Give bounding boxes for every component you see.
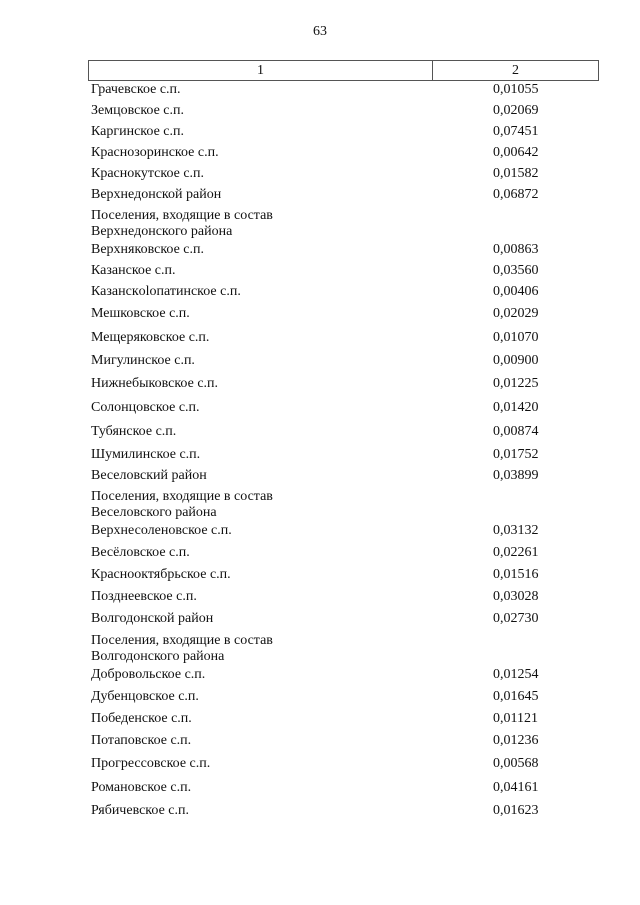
row-name: Нижнебыковское с.п. xyxy=(91,376,219,391)
table-header xyxy=(88,60,599,81)
column-header-2: 2 xyxy=(512,62,519,78)
row-value: 0,01420 xyxy=(493,400,539,415)
row-name: Каргинское с.п. xyxy=(91,124,184,139)
table-row xyxy=(0,689,640,711)
table-row xyxy=(0,780,640,803)
table-row xyxy=(0,166,640,187)
table-row xyxy=(0,589,640,611)
row-name: Поселения, входящие в состав Веселовского района xyxy=(91,489,273,520)
row-value: 0,01645 xyxy=(493,689,539,704)
table-row xyxy=(0,567,640,589)
row-value: 0,03028 xyxy=(493,589,539,604)
row-value: 0,01623 xyxy=(493,803,539,818)
row-value: 0,02069 xyxy=(493,103,539,118)
row-value: 0,01582 xyxy=(493,166,539,181)
row-value: 0,03132 xyxy=(493,523,539,538)
table-body xyxy=(0,82,640,825)
row-name: Мещеряковское с.п. xyxy=(91,330,210,345)
row-name: Шумилинское с.п. xyxy=(91,447,201,462)
table-row xyxy=(0,284,640,306)
row-name: Мешковское с.п. xyxy=(91,306,190,321)
table-row xyxy=(0,330,640,353)
row-name: Романовское с.п. xyxy=(91,780,192,795)
table-row xyxy=(0,353,640,376)
row-name: Земцовское с.п. xyxy=(91,103,185,118)
page-number: 63 xyxy=(313,24,327,39)
table-row xyxy=(0,611,640,633)
row-value: 0,02261 xyxy=(493,545,539,560)
row-name: Казанскolопатинское с.п. xyxy=(91,284,241,299)
row-name: Поселения, входящие в состав Волгодонского района xyxy=(91,633,273,664)
row-name: Верхняковское с.п. xyxy=(91,242,204,257)
table-row xyxy=(0,376,640,400)
row-value: 0,01752 xyxy=(493,447,539,462)
table-row xyxy=(0,424,640,447)
row-value: 0,01055 xyxy=(493,82,539,97)
row-value: 0,02029 xyxy=(493,306,539,321)
table-row xyxy=(0,124,640,145)
row-value: 0,01225 xyxy=(493,376,539,391)
row-value: 0,00568 xyxy=(493,756,539,771)
row-name: Верхнедонской район xyxy=(91,187,222,202)
row-value: 0,01236 xyxy=(493,733,539,748)
row-name: Поселения, входящие в состав Верхнедонского района xyxy=(91,208,273,239)
table-row xyxy=(0,667,640,689)
table-row xyxy=(0,803,640,825)
row-name: Верхнесоленовское с.п. xyxy=(91,523,232,538)
row-name: Дубенцовское с.п. xyxy=(91,689,199,704)
row-name: Веселовский район xyxy=(91,468,207,483)
row-value: 0,03560 xyxy=(493,263,539,278)
table-row xyxy=(0,400,640,424)
row-name: Позднеевское с.п. xyxy=(91,589,197,604)
row-value: 0,00863 xyxy=(493,242,539,257)
row-value: 0,01516 xyxy=(493,567,539,582)
table-row xyxy=(0,468,640,489)
row-name: Краснооктябрьское с.п. xyxy=(91,567,231,582)
row-value: 0,04161 xyxy=(493,780,539,795)
table-row xyxy=(0,103,640,124)
row-value: 0,00874 xyxy=(493,424,539,439)
table-row xyxy=(0,711,640,733)
row-name: Весёловское с.п. xyxy=(91,545,190,560)
table-row xyxy=(0,633,640,667)
row-name: Победенское с.п. xyxy=(91,711,192,726)
table-row xyxy=(0,306,640,330)
table-row xyxy=(0,208,640,242)
row-name: Волгодонской район xyxy=(91,611,214,626)
row-name: Казанское с.п. xyxy=(91,263,176,278)
row-value: 0,06872 xyxy=(493,187,539,202)
row-name: Рябичевское с.п. xyxy=(91,803,189,818)
table-row xyxy=(0,187,640,208)
row-name: Краснокутское с.п. xyxy=(91,166,205,181)
row-value: 0,01070 xyxy=(493,330,539,345)
table-row xyxy=(0,82,640,103)
row-name: Прогрессовское с.п. xyxy=(91,756,211,771)
table-row xyxy=(0,447,640,468)
row-name: Грачевское с.п. xyxy=(91,82,181,97)
row-value: 0,02730 xyxy=(493,611,539,626)
table-row xyxy=(0,145,640,166)
row-value: 0,01121 xyxy=(493,711,538,726)
row-value: 0,03899 xyxy=(493,468,539,483)
row-name: Тубянское с.п. xyxy=(91,424,177,439)
table-row xyxy=(0,242,640,263)
row-value: 0,00900 xyxy=(493,353,539,368)
table-row xyxy=(0,756,640,780)
row-value: 0,07451 xyxy=(493,124,539,139)
table-row xyxy=(0,545,640,567)
column-header-1: 1 xyxy=(89,61,433,80)
table-row xyxy=(0,489,640,523)
table-row xyxy=(0,523,640,545)
row-name: Потаповское с.п. xyxy=(91,733,192,748)
row-value: 0,01254 xyxy=(493,667,539,682)
row-name: Добровольское с.п. xyxy=(91,667,206,682)
row-name: Краснозоринское с.п. xyxy=(91,145,219,160)
row-name: Солонцовское с.п. xyxy=(91,400,200,415)
row-value: 0,00642 xyxy=(493,145,539,160)
row-name: Мигулинское с.п. xyxy=(91,353,195,368)
row-value: 0,00406 xyxy=(493,284,539,299)
table-row xyxy=(0,733,640,756)
table-row xyxy=(0,263,640,284)
